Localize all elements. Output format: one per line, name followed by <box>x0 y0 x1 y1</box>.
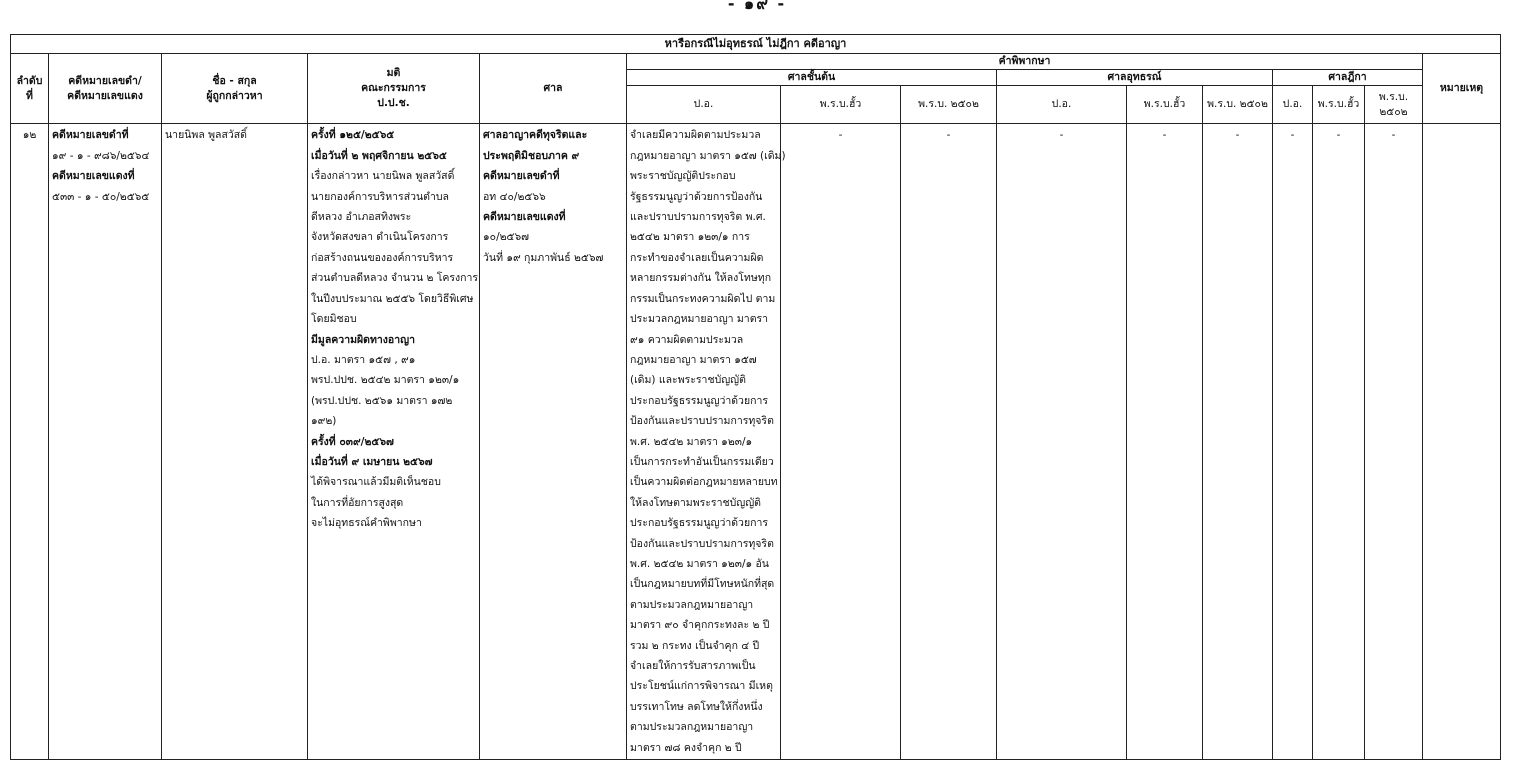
text-line: ก่อสร้างถนนขององค์การบริหาร <box>311 251 454 264</box>
header-supreme-2502: พ.ร.บ. ๒๕๐๒ <box>1365 86 1423 124</box>
text-line: รวม ๒ กระทง เป็นจำคุก ๔ ปี <box>630 639 760 652</box>
text-line: เมื่อวันที่ ๒ พฤศจิกายน ๒๕๖๕ <box>311 149 447 162</box>
text-line: ประพฤติมิชอบภาค ๙ <box>483 149 580 162</box>
text-line: พ.ศ. ๒๕๔๒ มาตรา ๑๒๓/๑ <box>630 435 753 448</box>
header-remarks: หมายเหตุ <box>1423 54 1501 124</box>
text-line: คดีหมายเลขแดงที่ <box>483 211 566 224</box>
header-appeal-court: ศาลอุทธรณ์ <box>997 70 1273 86</box>
header-court: ศาล <box>480 54 627 124</box>
row-appeal-hua: - <box>1127 124 1203 760</box>
text-line: ครั้งที่ ๐๓๙/๒๕๖๗ <box>311 435 394 448</box>
text-line: ๕๓๓ - ๑ - ๕๐/๒๕๖๕ <box>52 190 150 203</box>
text-line: ประมวลกฎหมายอาญา มาตรา <box>630 313 769 326</box>
row-appeal-po: - <box>997 124 1127 760</box>
text-line: ๒๕๔๒ มาตรา ๑๒๓/๑ การ <box>630 231 750 244</box>
row-first-court-hua: - <box>781 124 901 760</box>
row-appeal-2502: - <box>1203 124 1273 760</box>
text-line: นายกองค์การบริหารส่วนตำบล <box>311 190 449 203</box>
text-line: ประกอบรัฐธรรมนูญว่าด้วยการ <box>630 394 768 407</box>
header-first-hua: พ.ร.บ.ฮั้ว <box>781 86 901 124</box>
text-line: พ.ศ. ๒๕๔๒ มาตรา ๑๒๓/๑ อัน <box>630 557 769 570</box>
text-line: จำเลยให้การรับสารภาพเป็น <box>630 660 756 672</box>
text-line: เมื่อวันที่ ๙ เมษายน ๒๕๖๗ <box>311 455 433 468</box>
header-first-court: ศาลชั้นต้น <box>627 70 997 86</box>
text-line: ส่วนตำบลดีหลวง จำนวน ๒ โครงการ <box>311 272 479 285</box>
text-line: อท ๔๐/๒๕๖๖ <box>483 190 546 203</box>
header-first-po: ป.อ. <box>627 86 781 124</box>
text-line: และปราบปรามการทุจริต พ.ศ. <box>630 211 766 224</box>
text-line: ป.อ. มาตรา ๑๕๗ , ๙๑ <box>311 353 416 366</box>
row-no: ๑๒ <box>11 124 49 760</box>
text-line: กฎหมายอาญา มาตรา ๑๕๗ (เดิม) <box>630 149 786 162</box>
text-line: ป้องกันและปราบปรามการทุจริต <box>630 537 774 550</box>
text-line: (เดิม) และพระราชบัญญัติ <box>630 374 746 387</box>
text-line: วันที่ ๑๙ กุมภาพันธ์ ๒๕๖๗ <box>483 251 604 264</box>
row-court <box>480 124 627 760</box>
header-appeal-hua: พ.ร.บ.ฮั้ว <box>1127 86 1203 124</box>
text-line: ๑๐/๒๕๖๗ <box>483 231 530 244</box>
header-resolution: มติ คณะกรรมการ ป.ป.ช. <box>308 54 480 124</box>
text-line: ในการที่อัยการสูงสุด <box>311 496 404 509</box>
header-first-2502: พ.ร.บ. ๒๕๐๒ <box>901 86 997 124</box>
text-line: ครั้งที่ ๑๒๕/๒๕๖๕ <box>311 129 395 142</box>
table-title: หารือกรณีไม่อุทธรณ์ ไม่ฎีกา คดีอาญา <box>11 35 1501 54</box>
row-first-court-2502: - <box>901 124 997 760</box>
row-supreme-po: - <box>1273 124 1313 760</box>
header-judgment: คำพิพากษา <box>627 54 1423 70</box>
text-line: เรื่องกล่าวหา นายนิพล พูลสวัสดิ์ <box>311 170 455 183</box>
text-line: มาตรา ๙๐ จำคุกกระทงละ ๒ ปี <box>630 619 770 632</box>
row-supreme-2502: - <box>1365 124 1423 760</box>
text-line: เป็นกฎหมายบทที่มีโทษหนักที่สุด <box>630 578 775 591</box>
text-line: ศาลอาญาคดีทุจริตและ <box>483 129 588 142</box>
text-line: ตามประมวลกฎหมายอาญา <box>630 721 754 734</box>
text-line: ดีหลวง อำเภอสทิงพระ <box>311 211 412 224</box>
text-line: รัฐธรรมนูญว่าด้วยการป้องกัน <box>630 190 763 203</box>
text-line: ๑๙ - ๑ - ๙๘๖/๒๕๖๔ <box>52 149 150 162</box>
row-supreme-hua: - <box>1313 124 1365 760</box>
text-line: เป็นความผิดต่อกฎหมายหลายบท <box>630 476 778 489</box>
header-case-number: คดีหมายเลขดำ/ คดีหมายเลขแดง <box>49 54 162 124</box>
page-number: - ๑๙ - <box>727 0 787 13</box>
text-line: (พรป.ปปช. ๒๕๖๑ มาตรา ๑๗๒ <box>311 394 453 407</box>
text-line: กรรมเป็นกระทงความผิดไป ตาม <box>630 292 776 305</box>
text-line: คดีหมายเลขแดงที่ <box>52 170 135 183</box>
header-supreme-hua: พ.ร.บ.ฮั้ว <box>1313 86 1365 124</box>
text-line: ตามประมวลกฎหมายอาญา <box>630 598 754 611</box>
text-line: ๑๙๒) <box>311 415 337 428</box>
text-line: โดยมิชอบ <box>311 313 357 326</box>
row-first-court-po <box>627 124 786 760</box>
header-supreme-po: ป.อ. <box>1273 86 1313 124</box>
text-line: ประโยชน์แก่การพิจารณา มีเหตุ <box>630 680 773 693</box>
text-line: เป็นการกระทำอันเป็นกรรมเดียว <box>630 455 774 468</box>
header-no: ลำดับ ที่ <box>11 54 49 124</box>
row-resolution <box>308 124 480 760</box>
text-line: ๙๑ ความผิดตามประมวล <box>630 333 744 346</box>
text-line: มาตรา ๗๘ คงจำคุก ๒ ปี <box>630 741 742 754</box>
table-row <box>11 124 1501 760</box>
text-line: ในปีงบประมาณ ๒๕๕๖ โดยวิธีพิเศษ <box>311 292 474 305</box>
text-line: กฎหมายอาญา มาตรา ๑๕๗ <box>630 353 757 366</box>
header-name: ชื่อ - สกุล ผู้ถูกกล่าวหา <box>162 54 308 124</box>
case-table <box>10 34 1501 760</box>
row-name: นายนิพล พูลสวัสดิ์ <box>162 124 308 760</box>
text-line: บรรเทาโทษ ลดโทษให้กึ่งหนึ่ง <box>630 700 763 713</box>
text-line: จังหวัดสงขลา ดำเนินโครงการ <box>311 231 449 244</box>
row-remarks <box>1423 124 1501 760</box>
text-line: ประกอบรัฐธรรมนูญว่าด้วยการ <box>630 517 768 530</box>
header-appeal-2502: พ.ร.บ. ๒๕๐๒ <box>1203 86 1273 124</box>
text-line: ได้พิจารณาแล้วมีมติเห็นชอบ <box>311 476 441 489</box>
text-line: มีมูลความผิดทางอาญา <box>311 333 415 346</box>
header-appeal-po: ป.อ. <box>997 86 1127 124</box>
text-line: จะไม่อุทธรณ์คำพิพากษา <box>311 517 422 530</box>
row-case-numbers <box>49 124 162 760</box>
header-supreme-court: ศาลฎีกา <box>1273 70 1423 86</box>
text-line: จำเลยมีความผิดตามประมวล <box>630 129 761 142</box>
text-line: คดีหมายเลขดำที่ <box>52 129 129 142</box>
text-line: พรป.ปปช. ๒๕๔๒ มาตรา ๑๒๓/๑ <box>311 374 460 387</box>
text-line: กระทำของจำเลยเป็นความผิด <box>630 251 764 264</box>
text-line: หลายกรรมต่างกัน ให้ลงโทษทุก <box>630 272 772 285</box>
text-line: พระราชบัญญัติประกอบ <box>630 170 736 183</box>
text-line: คดีหมายเลขดำที่ <box>483 170 560 183</box>
text-line: ให้ลงโทษตามพระราชบัญญัติ <box>630 496 761 509</box>
text-line: ป้องกันและปราบปรามการทุจริต <box>630 415 774 428</box>
